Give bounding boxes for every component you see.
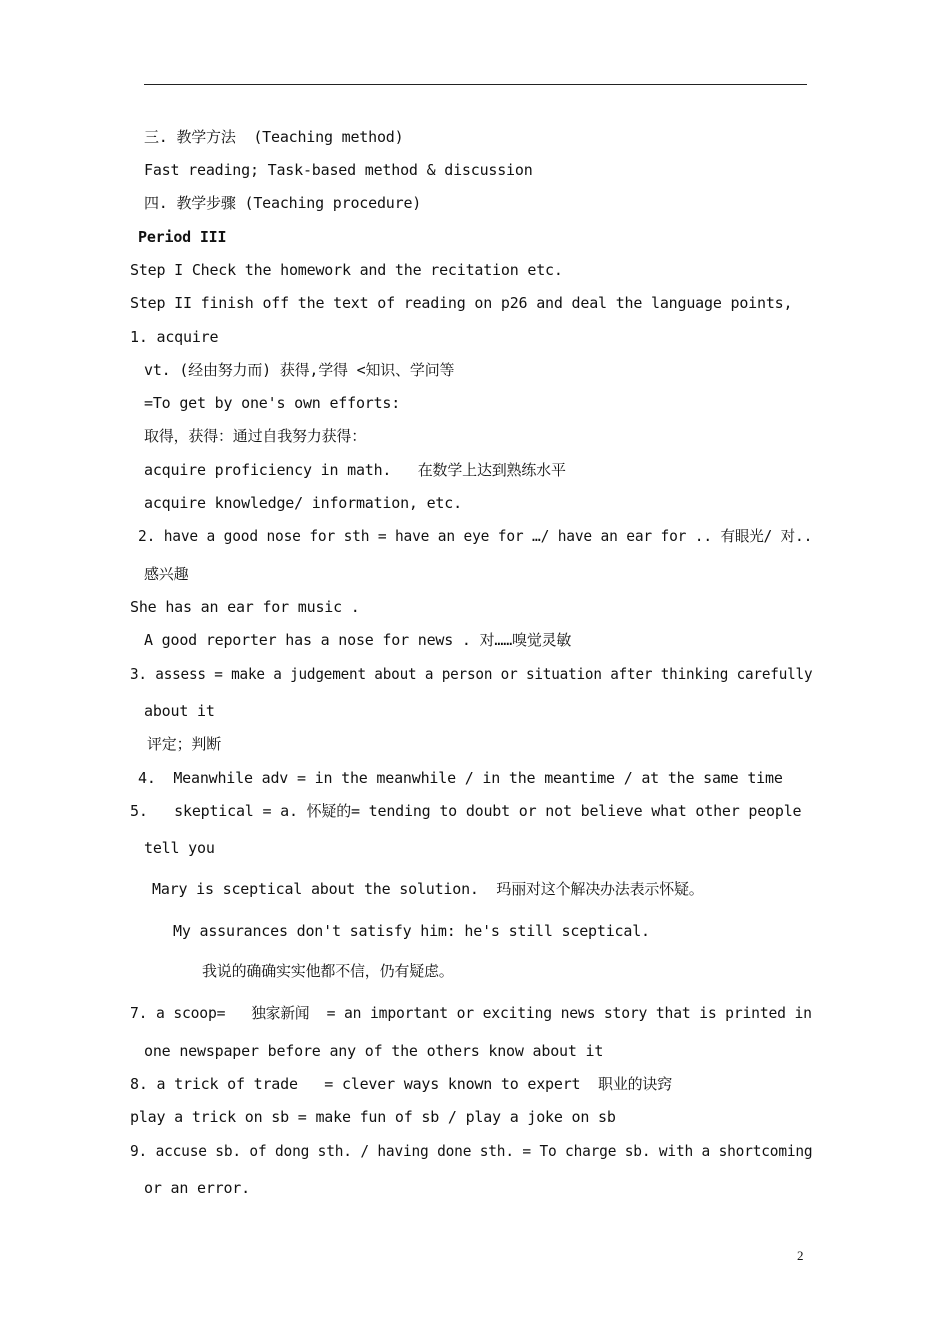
item-heading: 4. Meanwhile adv = in the meanwhile / in the meantime / at the same time (138, 769, 783, 787)
item-heading: 3. assess = make a judgement about a person or situation after thinking carefully (130, 665, 813, 683)
period-heading: Period III (138, 228, 227, 246)
text-line: or an error. (144, 1179, 250, 1197)
text-line: vt. (经由努力而) 获得,学得 <知识、学问等 (144, 361, 455, 379)
header-rule (144, 84, 807, 85)
page-number: 2 (797, 1248, 804, 1263)
text-line: 取得，获得：通过自我努力获得： (144, 427, 367, 445)
text-line: She has an ear for music . (130, 598, 360, 616)
text-line: acquire proficiency in math. 在数学上达到熟练水平 (144, 461, 566, 479)
item-heading: 5. skeptical = a. 怀疑的= tending to doubt or not believe what other people (130, 802, 802, 820)
text-line: one newspaper before any of the others know about it (144, 1042, 604, 1060)
item-heading: 9. accuse sb. of dong sth. / having done sth. = To charge sb. with a shortcoming (130, 1142, 813, 1160)
section-teaching-method: 三. 教学方法 (Teaching method) (144, 128, 404, 146)
item-heading: 1. acquire (130, 328, 219, 346)
text-line: 感兴趣 (144, 565, 189, 583)
example-sentence: My assurances don't satisfy him: he's still sceptical. (173, 922, 650, 940)
text-line: 评定；判断 (147, 735, 222, 753)
item-heading: 2. have a good nose for sth = have an eye for …/ have an ear for .. 有眼光/ 对.. (138, 527, 813, 545)
text-line: =To get by one's own efforts: (144, 394, 401, 412)
item-heading: 7. a scoop= 独家新闻 = an important or exciting news story that is printed in (130, 1004, 812, 1022)
text-line: play a trick on sb = make fun of sb / play a joke on sb (130, 1108, 616, 1126)
text-line: tell you (144, 839, 215, 857)
text-line: about it (144, 702, 215, 720)
section-teaching-procedure: 四. 教学步骤 (Teaching procedure) (144, 194, 422, 212)
text-line: acquire knowledge/ information, etc. (144, 494, 462, 512)
step-line: Step II finish off the text of reading on p26 and deal the language points, (130, 294, 793, 312)
item-heading: 8. a trick of trade = clever ways known to expert 职业的诀窍 (130, 1075, 673, 1093)
text-line: A good reporter has a nose for news . 对……嗅觉灵敏 (144, 631, 572, 649)
example-translation: 我说的确确实实他都不信，仍有疑虑。 (202, 962, 454, 980)
text-line: Fast reading; Task-based method & discussion (144, 161, 533, 179)
step-line: Step I Check the homework and the recitation etc. (130, 261, 563, 279)
example-sentence: Mary is sceptical about the solution. 玛丽对这个解决办法表示怀疑。 (152, 880, 704, 898)
